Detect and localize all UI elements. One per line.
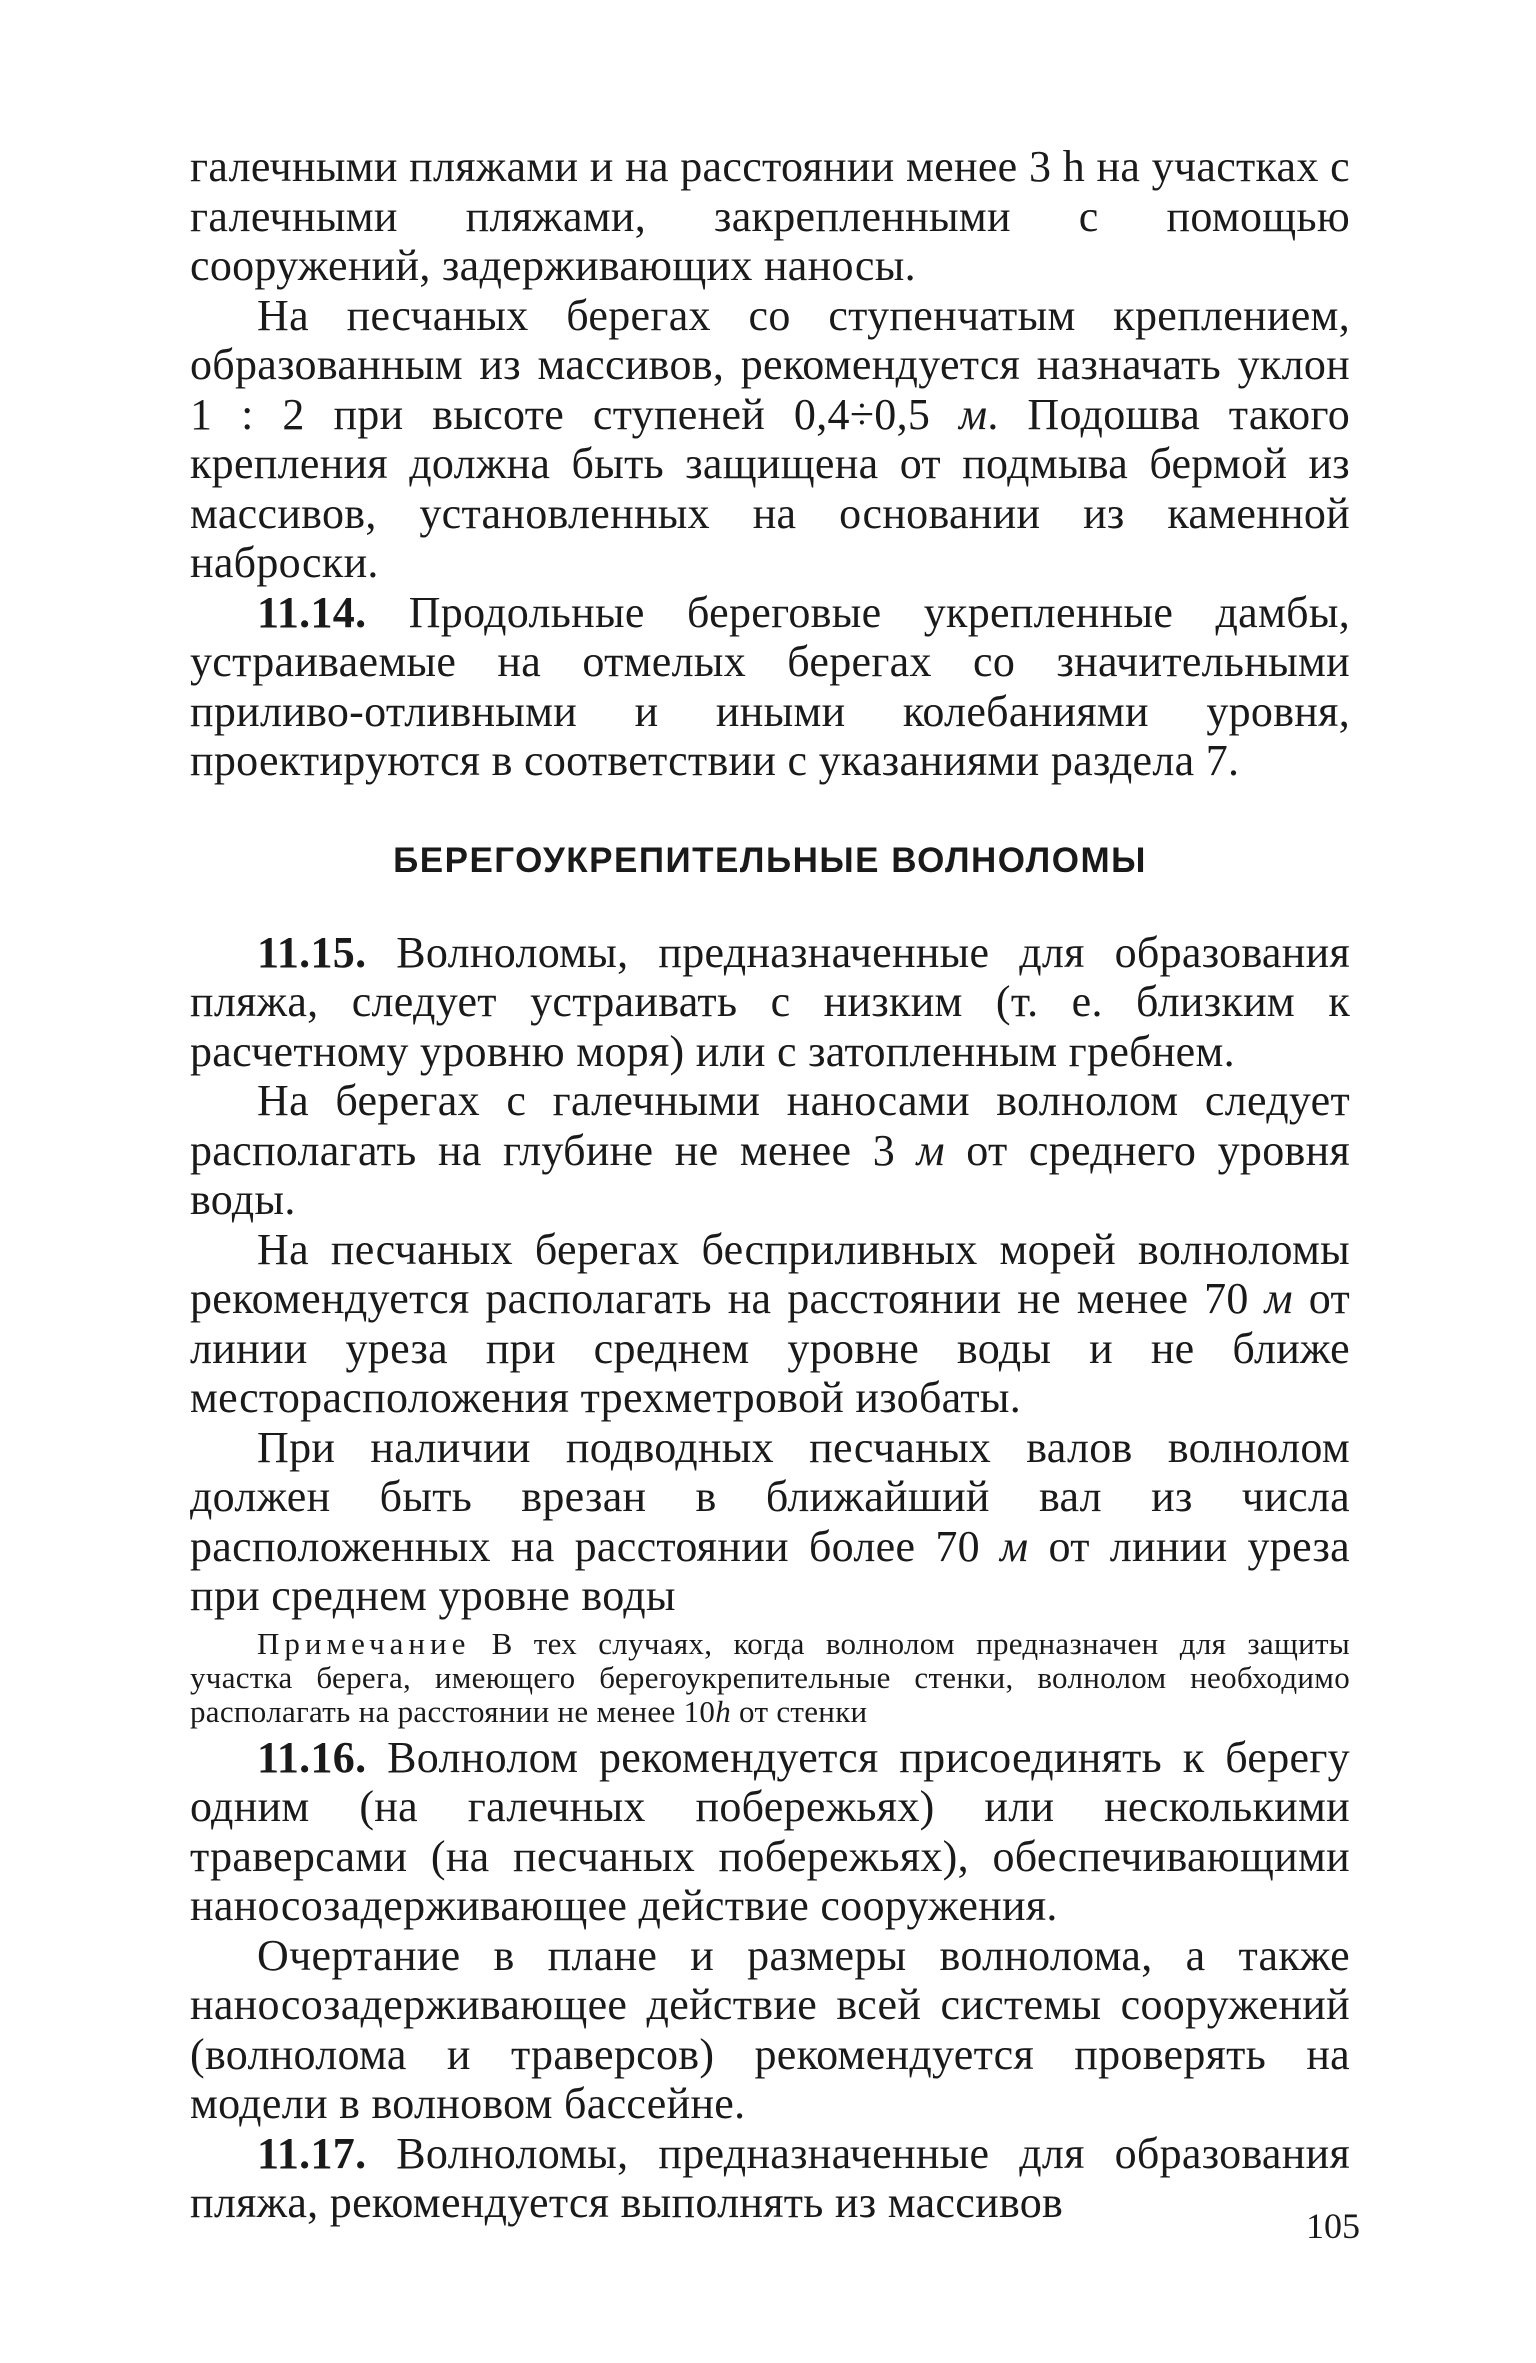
section-11-17	[190, 2129, 1350, 2228]
note-text: В тех случаях, когда волнолом предназначен для защиты участка берега, имеющего берегоукрепительные стенки, волнолом необходимо располагать на расстоянии не менее 10	[190, 1625, 1350, 1729]
section-number: 11.16.	[257, 1732, 367, 1782]
text-run: На песчаных берегах со ступенчатым креплением, образованным из массивов, рекомендуется назначать уклон 1 : 2 при высоте ступеней 0,4÷0,5	[190, 290, 1350, 439]
section-number: 11.17.	[257, 2128, 367, 2178]
unit-meter: м	[916, 1125, 945, 1175]
paragraph-model-testing: Очертание в плане и размеры волнолома, а также наносозадерживающее действие всей системы сооружений (волнолома и траверсов) рекомендуется проверять на модели в волновом бассейне.	[190, 1930, 1350, 2128]
text-run: от среднего уровня воды.	[190, 1125, 1350, 1224]
note-variable: h	[715, 1693, 731, 1729]
section-number: 11.15.	[257, 927, 367, 977]
note-tail: от стенки	[731, 1693, 868, 1729]
page-number: 105	[1306, 2206, 1360, 2246]
section-11-16	[190, 1733, 1350, 1931]
paragraph-continuation: галечными пляжами и на расстоянии менее 3 h на участках с галечными пляжами, закрепленными с помощью сооружений, задерживающих наносы.	[190, 142, 1350, 290]
section-11-15	[190, 928, 1350, 1077]
unit-meter: м	[1000, 1521, 1029, 1571]
paragraph-sandy-shores	[190, 291, 1350, 588]
text-run: Волнолом рекомендуется присоединять к берегу одним (на галечных побережьях) или несколькими траверсами (на песчаных побережьях), обеспечивающими наносозадерживающее действие сооружения.	[190, 1732, 1350, 1930]
text-run: При наличии подводных песчаных валов волнолом должен быть врезан в ближайший вал из числа расположенных на расстоянии более 70	[190, 1422, 1350, 1571]
paragraph-sand-bars	[190, 1423, 1350, 1621]
note-label: Примечание	[257, 1625, 471, 1661]
paragraph-pebble-shores	[190, 1076, 1350, 1225]
text-run: Продольные береговые укрепленные дамбы, устраиваемые на отмелых берегах со значительными приливо-отливными и иными колебаниями уровня, проектируются в соответствии с указаниями раздела 7.	[190, 587, 1350, 785]
unit-meter: м	[1264, 1274, 1293, 1323]
note	[190, 1627, 1350, 1729]
text-run: На берегах с галечными наносами волнолом следует располагать на глубине не менее 3	[190, 1076, 1350, 1175]
unit-meter: м	[958, 389, 988, 439]
paragraph-tideless-seas	[190, 1225, 1350, 1423]
body-text	[190, 142, 1350, 2228]
text-run: На песчаных берегах бесприливных морей волноломы рекомендуется располагать на расстоянии не менее 70	[190, 1224, 1350, 1323]
text-run: . Подошва такого крепления должна быть защищена от подмыва бермой из массивов, установленных на основании из каменной наброски.	[190, 389, 1350, 587]
text-run: от линии уреза при среднем уровне воды	[190, 1521, 1350, 1620]
text-run: от линии уреза при среднем уровне воды и не ближе месторасположения трехметровой изобаты.	[190, 1274, 1350, 1422]
text-run: Волноломы, предназначенные для образования пляжа, рекомендуется выполнять из массивов	[190, 2128, 1350, 2227]
section-number: 11.14.	[257, 587, 367, 637]
section-11-14	[190, 588, 1350, 786]
text-run: Волноломы, предназначенные для образования пляжа, следует устраивать с низким (т. е. близким к расчетному уровню моря) или с затопленным гребнем.	[190, 927, 1350, 1076]
section-heading: БЕРЕГОУКРЕПИТЕЛЬНЫЕ ВОЛНОЛОМЫ	[393, 840, 1147, 880]
